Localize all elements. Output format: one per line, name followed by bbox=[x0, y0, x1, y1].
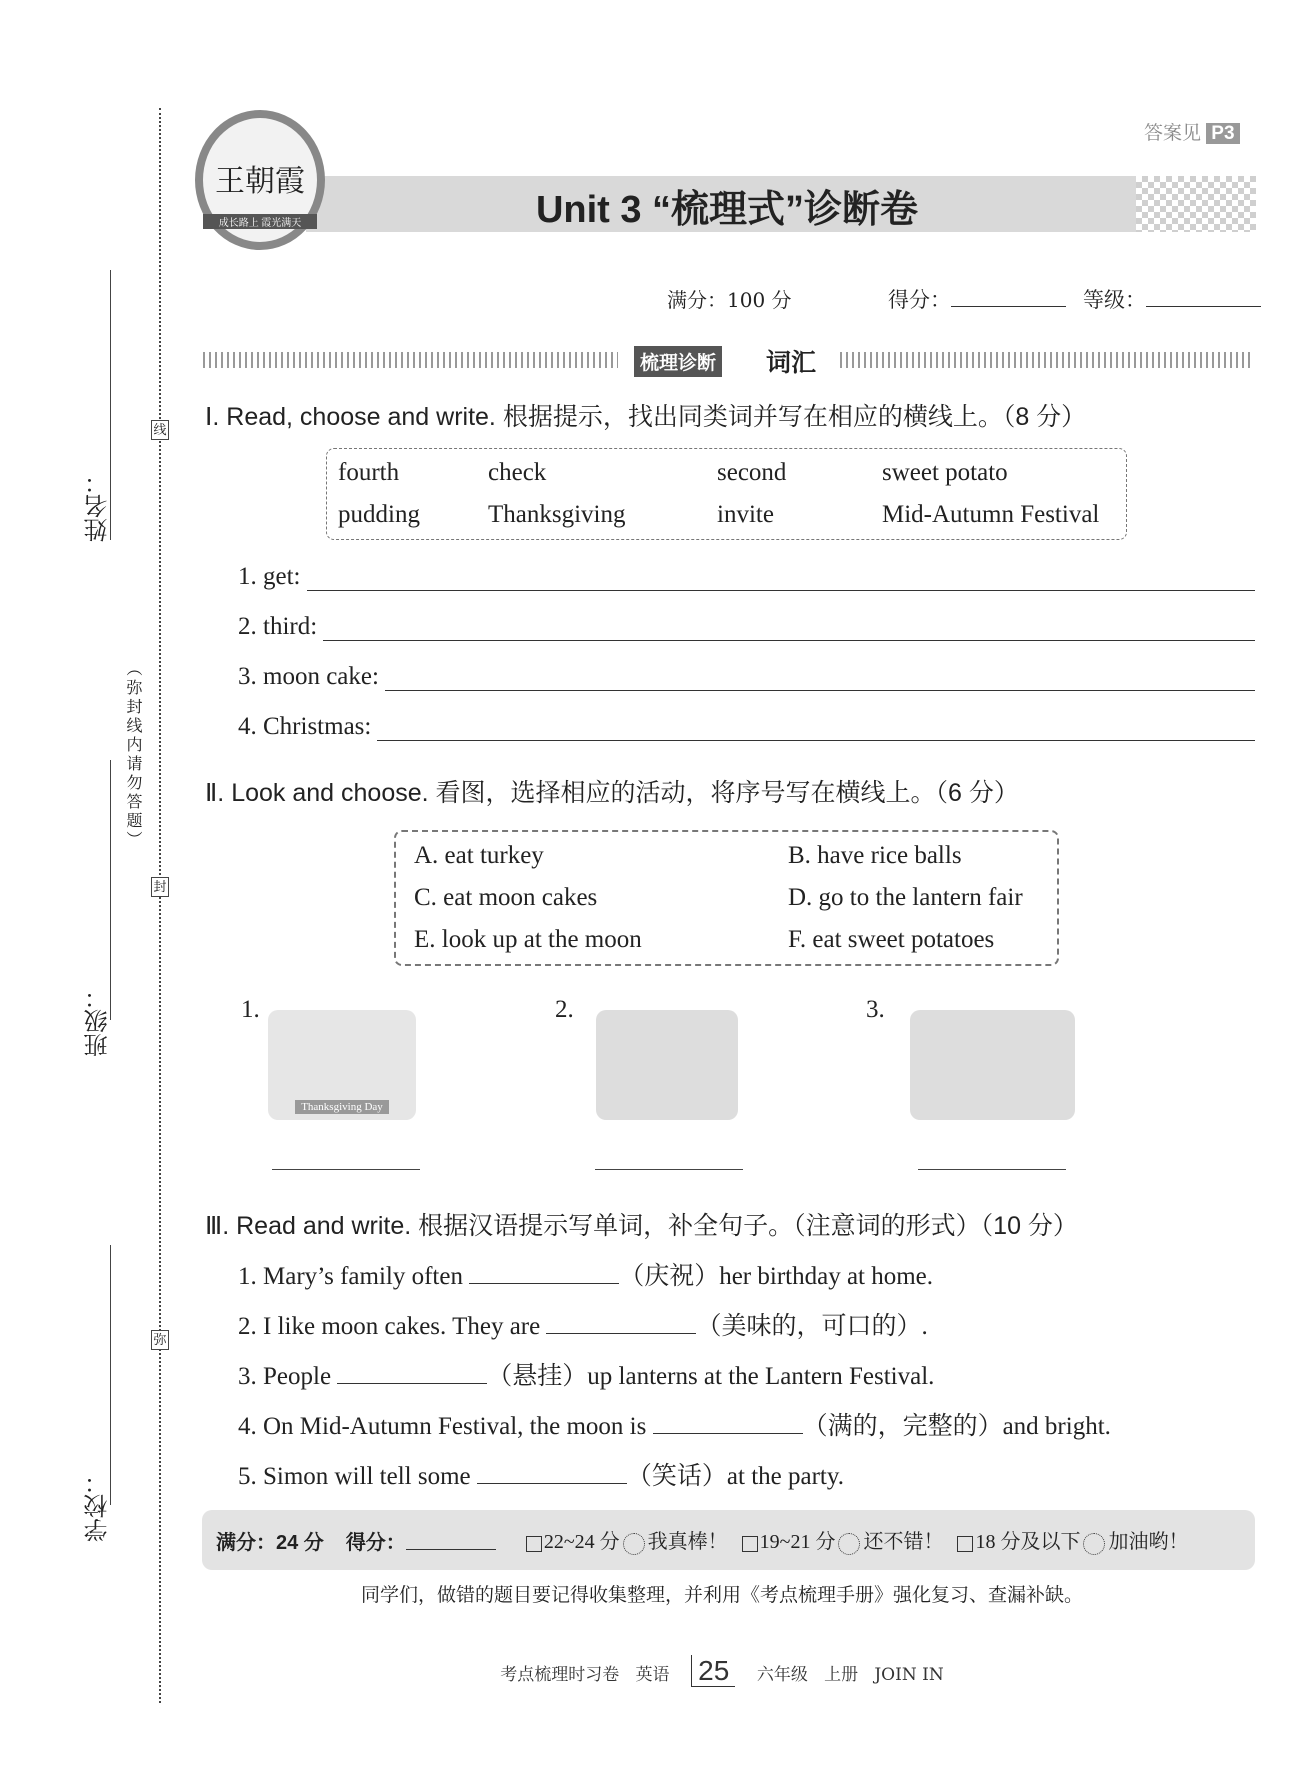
sentence-end: （庆祝）her birthday at home. bbox=[619, 1263, 934, 1290]
sentence-start: 1. Mary’s family often bbox=[238, 1263, 470, 1290]
footer-subject: 英语 bbox=[635, 1665, 670, 1685]
sentence-blank[interactable] bbox=[469, 1264, 619, 1284]
footer-series: 考点梳理时习卷 bbox=[500, 1665, 620, 1685]
page-title: Unit 3 “梳理式”诊断卷 bbox=[535, 189, 919, 231]
sentence bbox=[238, 1456, 844, 1492]
sentence bbox=[238, 1356, 934, 1392]
rating-text: 我真棒！ bbox=[647, 1531, 728, 1554]
grade-field[interactable] bbox=[1083, 284, 1261, 314]
sentence-end: （悬挂）up lanterns at the Lantern Festival. bbox=[487, 1363, 935, 1390]
score-bar bbox=[202, 1510, 1255, 1570]
moon-picture bbox=[596, 1010, 738, 1120]
picture-answer-3[interactable] bbox=[918, 1169, 1066, 1170]
item-label: 2. third: bbox=[238, 613, 318, 640]
word: Mid-Autumn Festival bbox=[882, 501, 1100, 528]
footer-grade: 六年级 bbox=[756, 1665, 808, 1685]
cheer-face-icon bbox=[1083, 1533, 1105, 1555]
section-full-score: 满分：24 分 bbox=[216, 1531, 324, 1554]
sentence-end: （笑话）at the party. bbox=[626, 1463, 844, 1490]
sentence-blank[interactable] bbox=[653, 1414, 803, 1434]
rating-range: 19~21 分 bbox=[759, 1531, 836, 1554]
sentence-start: 3. People bbox=[238, 1363, 338, 1390]
word: second bbox=[717, 459, 787, 486]
divider bbox=[840, 352, 1253, 368]
section-score-input[interactable] bbox=[406, 1530, 496, 1550]
word: pudding bbox=[338, 501, 420, 528]
sentence-start: 5. Simon will tell some bbox=[238, 1463, 477, 1490]
seal-dotted-line bbox=[159, 108, 161, 1703]
answer-ref-label: 答案见 bbox=[1144, 123, 1202, 144]
turkey-picture bbox=[268, 1010, 416, 1120]
picture-number: 3. bbox=[866, 996, 885, 1023]
sentence-start: 4. On Mid-Autumn Festival, the moon is bbox=[238, 1413, 653, 1440]
rating-text: 还不错！ bbox=[863, 1531, 944, 1554]
answer-page: P3 bbox=[1206, 123, 1239, 144]
answer-ref bbox=[1144, 118, 1240, 145]
sentence-start: 2. I like moon cakes. They are bbox=[238, 1313, 547, 1340]
answer-line-4[interactable] bbox=[238, 713, 1255, 741]
item-label: 3. moon cake: bbox=[238, 663, 379, 690]
rating-option[interactable] bbox=[526, 1525, 728, 1554]
footer bbox=[0, 1655, 1314, 1687]
happy-face-icon bbox=[623, 1533, 645, 1555]
answer-line-1[interactable] bbox=[238, 563, 1255, 591]
q2-title: Ⅱ. Look and choose. 看图，选择相应的活动，将序号写在横线上。（6 分） bbox=[205, 779, 1019, 807]
name-label: 姓名： bbox=[84, 470, 112, 542]
answer-line-2[interactable] bbox=[238, 613, 1255, 641]
q3-title: Ⅲ. Read and write. 根据汉语提示写单词，补全句子。（注意词的形式）（10 分） bbox=[205, 1212, 1078, 1240]
sentence-end: （美味的，可口的）. bbox=[696, 1313, 928, 1340]
seal-mark: 线 bbox=[151, 420, 169, 440]
sentence-blank[interactable] bbox=[337, 1364, 487, 1384]
footer-volume: 上册 bbox=[824, 1665, 859, 1685]
score-label: 得分： bbox=[888, 289, 951, 312]
option: F. eat sweet potatoes bbox=[788, 926, 995, 953]
section-name: 词汇 bbox=[766, 349, 817, 377]
logo-slogan: 成长路上 霞光满天 bbox=[203, 214, 317, 229]
school-line bbox=[110, 1245, 111, 1505]
sentence bbox=[238, 1256, 933, 1292]
logo-text: 王朝霞 bbox=[215, 164, 305, 199]
school-label: 学校： bbox=[84, 1470, 112, 1542]
section-score-label: 得分： bbox=[345, 1531, 406, 1554]
item-label: 1. get: bbox=[238, 563, 301, 590]
score-field[interactable] bbox=[888, 284, 1066, 314]
option: B. have rice balls bbox=[788, 842, 962, 869]
picture-number: 1. bbox=[241, 996, 260, 1023]
rating-range: 18 分及以下 bbox=[975, 1531, 1081, 1554]
answer-line-3[interactable] bbox=[238, 663, 1255, 691]
option: E. look up at the moon bbox=[414, 926, 642, 953]
class-line bbox=[110, 760, 111, 1020]
divider bbox=[203, 352, 618, 368]
picture-caption: Thanksgiving Day bbox=[295, 1100, 389, 1114]
word: check bbox=[488, 459, 547, 486]
sentence-blank[interactable] bbox=[546, 1314, 696, 1334]
picture-answer-2[interactable] bbox=[595, 1169, 743, 1170]
grade-label: 等级： bbox=[1083, 289, 1146, 312]
section-tag: 梳理诊断 bbox=[634, 346, 722, 377]
item-label: 4. Christmas: bbox=[238, 713, 372, 740]
sentence bbox=[238, 1406, 1111, 1442]
option: A. eat turkey bbox=[414, 842, 544, 869]
smile-face-icon bbox=[838, 1533, 860, 1555]
option: C. eat moon cakes bbox=[414, 884, 598, 911]
rating-range: 22~24 分 bbox=[543, 1531, 620, 1554]
option: D. go to the lantern fair bbox=[788, 884, 1023, 911]
q1-title: Ⅰ. Read, choose and write. 根据提示，找出同类词并写在相应的横线上。（8 分） bbox=[205, 403, 1087, 431]
sentence-end: （满的，完整的）and bright. bbox=[802, 1413, 1111, 1440]
rating-option[interactable] bbox=[957, 1525, 1188, 1554]
word: Thanksgiving bbox=[488, 501, 626, 528]
page-number: 25 bbox=[691, 1655, 735, 1687]
class-label: 班级： bbox=[84, 985, 112, 1057]
word: fourth bbox=[338, 459, 400, 486]
seal-mark: 弥 bbox=[151, 1330, 169, 1350]
picture-number: 2. bbox=[555, 996, 574, 1023]
sentence bbox=[238, 1306, 928, 1342]
rating-text: 加油哟！ bbox=[1108, 1531, 1189, 1554]
rating-option[interactable] bbox=[742, 1525, 944, 1554]
sentence-blank[interactable] bbox=[477, 1464, 627, 1484]
seal-mark: 封 bbox=[151, 877, 169, 897]
picture-answer-1[interactable] bbox=[272, 1169, 420, 1170]
footer-edition: JOIN IN bbox=[874, 1665, 944, 1685]
review-note: 同学们，做错的题目要记得收集整理，并利用《考点梳理手册》强化复习、查漏补缺。 bbox=[360, 1584, 1083, 1606]
word: invite bbox=[717, 501, 774, 528]
full-score: 满分：100 分 bbox=[667, 288, 792, 312]
lantern-fair-picture bbox=[910, 1010, 1075, 1120]
seal-note: （弥封线内请勿答题） bbox=[124, 660, 143, 850]
word: sweet potato bbox=[882, 459, 1008, 486]
